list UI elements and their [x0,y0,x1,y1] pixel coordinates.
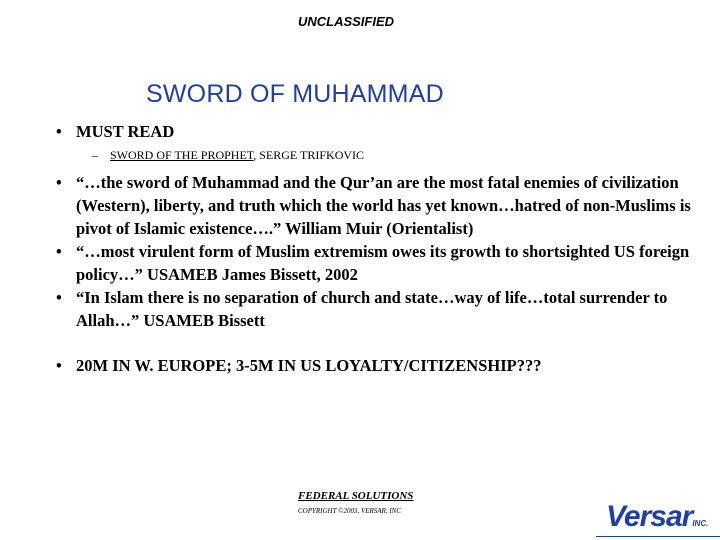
slide-title: SWORD OF MUHAMMAD [146,80,444,108]
spacer [56,332,706,354]
bullet-text: “…most virulent form of Muslim extremism owes its growth to shortsighted US foreign policy…” USAMEB James Bissett, 2002 [76,242,690,284]
bullet-text: “…the sword of Muhammad and the Qur’an are the most fatal enemies of civilization (Western), liberty, and truth which the world has yet known…hatred of non-Muslims is pivot of Islamic existence….” William Muir (Orientalist) [76,173,691,238]
footer-organization: FEDERAL SOLUTIONS [298,490,414,502]
sub-bullet-book [92,147,706,163]
logo-suffix: INC. [692,519,709,528]
bullet-dot: • [56,288,62,307]
bullet-population [56,354,706,377]
footer-copyright: COPYRIGHT ©2003, VERSAR, INC [298,507,401,515]
bullet-quote-3 [56,286,706,332]
bullet-dot: • [56,173,62,192]
book-author: , SERGE TRIFKOVIC [253,148,365,162]
bullet-must-read [56,120,706,143]
versar-logo [606,500,708,534]
bullet-dot: • [56,356,62,375]
bullet-list [56,120,706,377]
bullet-text: 20M IN W. EUROPE; 3-5M IN US LOYALTY/CITIZENSHIP??? [76,356,542,375]
bullet-quote-1 [56,171,706,240]
sub-bullet-dash: – [92,148,98,162]
book-title: SWORD OF THE PROPHET [110,148,254,162]
logo-underline [596,536,720,537]
bullet-dot: • [56,242,62,261]
bullet-text: “In Islam there is no separation of church and state…way of life…total surrender to Allah…” USAMEB Bissett [76,288,668,330]
logo-wordmark: Versar [606,500,693,533]
bullet-text: MUST READ [76,122,175,141]
classification-banner: UNCLASSIFIED [297,14,395,29]
bullet-dot: • [56,122,62,141]
bullet-quote-2 [56,240,706,286]
